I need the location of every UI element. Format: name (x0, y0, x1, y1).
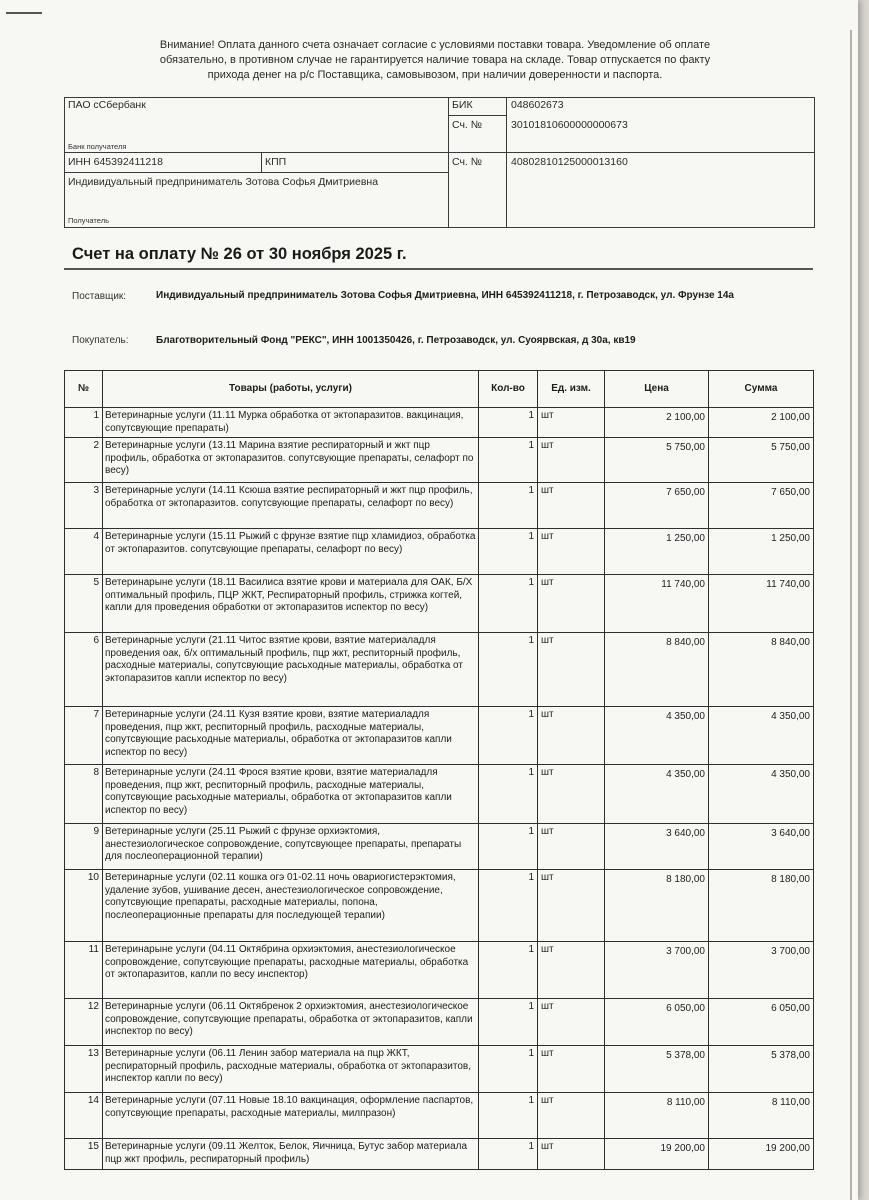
row-unit: шт (538, 575, 605, 633)
bik-label: БИК (452, 99, 473, 111)
row-num: 14 (65, 1093, 103, 1139)
invoice-title: Счет на оплату № 26 от 30 ноября 2025 г. (72, 245, 407, 263)
row-unit: шт (538, 1093, 605, 1139)
items-table (64, 370, 814, 1170)
row-unit: шт (538, 870, 605, 942)
table-row (65, 483, 814, 529)
row-sum: 4 350,00 (709, 765, 814, 824)
table-header-row (65, 371, 814, 408)
row-name: Ветеринарные услуги (07.11 Новые 18.10 вакцинация, оформление паспартов, сопутсвующие препараты, расходные материалы, милпразон) (103, 1093, 479, 1139)
row-qty: 1 (479, 999, 538, 1046)
row-name: Ветеринарные услуги (06.11 Ленин забор материала на пцр ЖКТ, респираторный профиль, расходные материалы, обработка от эктопаразитов, инспектор капли по весу) (103, 1046, 479, 1093)
row-price: 3 700,00 (605, 942, 709, 999)
row-price: 8 840,00 (605, 633, 709, 707)
bank-details-box (64, 97, 815, 228)
table-row (65, 707, 814, 765)
row-sum: 5 378,00 (709, 1046, 814, 1093)
row-qty: 1 (479, 408, 538, 438)
col-sum-header: Сумма (709, 371, 814, 408)
row-unit: шт (538, 633, 605, 707)
row-num: 3 (65, 483, 103, 529)
row-qty: 1 (479, 765, 538, 824)
row-name: Ветеринарные услуги (25.11 Рыжий с фрунзе орхиэктомия, анестезиологическое сопровождение, сопутсвующее препараты, препараты для послеоперационной терапии) (103, 824, 479, 870)
row-name: Ветеринарные услуги (21.11 Читос взятие крови, взятие материаладля проведения оак, б/х оптимальный профиль, пцр жкт, респиторный профиль, расходные материалы, сопутсвующие расьходные материалы, обработка от эктопаразитов капли испектор по весу) (103, 633, 479, 707)
row-num: 13 (65, 1046, 103, 1093)
row-name: Ветеринарные услуги (24.11 Кузя взятие крови, взятие материаладля проведения, пцр жкт, респиторный профиль, расходные материалы, сопутсвующие расьходные материалы, обработка от эктопаразитов капли испектор по весу) (103, 707, 479, 765)
row-price: 4 350,00 (605, 707, 709, 765)
row-qty: 1 (479, 575, 538, 633)
row-qty: 1 (479, 1093, 538, 1139)
col-name-header: Товары (работы, услуги) (103, 371, 479, 408)
row-sum: 1 250,00 (709, 529, 814, 575)
row-unit: шт (538, 438, 605, 483)
row-num: 9 (65, 824, 103, 870)
row-name: Ветеринарыне услуги (18.11 Василиса взятие крови и материала для ОАК, Б/Х оптимальный профиль, ПЦР ЖКТ, Респираторный профиль, стрижка когтей, капли для проведения обработки от эктопаразитов испектор по весу) (103, 575, 479, 633)
row-num: 1 (65, 408, 103, 438)
row-price: 1 250,00 (605, 529, 709, 575)
row-price: 19 200,00 (605, 1139, 709, 1170)
bank-caption: Банк получателя (68, 142, 127, 151)
row-qty: 1 (479, 633, 538, 707)
supplier-value: Индивидуальный предприниматель Зотова Софья Дмитриевна, ИНН 645392411218, г. Петрозаводск, ул. Фрунзе 14а (156, 290, 734, 301)
row-qty: 1 (479, 824, 538, 870)
row-name: Ветеринарные услуги (24.11 Фрося взятие крови, взятие материаладля проведения, пцр жкт, респиторный профиль, расходные материалы, сопутсвующие расьходные материалы, обработка от эктопаразитов капли испектор по весу) (103, 765, 479, 824)
row-qty: 1 (479, 707, 538, 765)
table-row (65, 1093, 814, 1139)
row-num: 2 (65, 438, 103, 483)
row-name: Ветеринарные услуги (15.11 Рыжий с фрунзе взятие пцр хламидиоз, обработка от эктопаразитов. сопутсвующие препараты, селафорт по весу) (103, 529, 479, 575)
row-num: 6 (65, 633, 103, 707)
table-row (65, 1046, 814, 1093)
row-num: 11 (65, 942, 103, 999)
row-qty: 1 (479, 870, 538, 942)
row-qty: 1 (479, 529, 538, 575)
table-row (65, 529, 814, 575)
notice-line: прихода денег на р/с Поставщика, самовывозом, при наличии доверенности и паспорта. (207, 69, 663, 81)
row-price: 5 750,00 (605, 438, 709, 483)
row-num: 15 (65, 1139, 103, 1170)
row-price: 5 378,00 (605, 1046, 709, 1093)
row-num: 8 (65, 765, 103, 824)
table-row (65, 824, 814, 870)
notice-line: Внимание! Оплата данного счета означает согласие с условиями поставки товара. Уведомление об оплате (159, 39, 711, 51)
row-name: Ветеринарыне услуги (04.11 Октябрина орхиэктомия, анестезиологическое сопровождение, сопутсвующие препараты, расходные материалы, обработка от эктопаразитов, капли по весу инспектор) (103, 942, 479, 999)
row-unit: шт (538, 408, 605, 438)
table-row (65, 438, 814, 483)
row-sum: 5 750,00 (709, 438, 814, 483)
row-price: 8 180,00 (605, 870, 709, 942)
table-row (65, 999, 814, 1046)
row-name: Ветеринарные услуги (13.11 Марина взятие респираторный и жкт пцр профиль, обработка от эктопаразитов. сопутсвующие препараты, селафорт по весу) (103, 438, 479, 483)
col-num-header: № (65, 371, 103, 408)
row-name: Ветеринарные услуги (02.11 кошка огэ 01-02.11 ночь овариогистерэктомия, удаление зубов, ушивание десен, анестезиологическое сопровождение, сопутсвующие препараты, расходные материалы, попона, послеоперационные препараты для последующей терапии) (103, 870, 479, 942)
row-name: Ветеринарные услуги (14.11 Ксюша взятие респираторный и жкт пцр профиль, обработка от эктопаразитов. сопутсвующие препараты, селафорт по весу) (103, 483, 479, 529)
row-num: 4 (65, 529, 103, 575)
row-sum: 4 350,00 (709, 707, 814, 765)
row-price: 11 740,00 (605, 575, 709, 633)
buyer-value: Благотворительный Фонд "РЕКС", ИНН 1001350426, г. Петрозаводск, ул. Суоярвская, д 30а, кв19 (156, 335, 636, 346)
row-unit: шт (538, 765, 605, 824)
account-label: Сч. № (452, 156, 483, 168)
row-sum: 8 840,00 (709, 633, 814, 707)
bik-value: 048602673 (511, 99, 564, 111)
table-row (65, 942, 814, 999)
row-price: 3 640,00 (605, 824, 709, 870)
row-price: 4 350,00 (605, 765, 709, 824)
bank-name: ПАО сСбербанк (68, 99, 146, 111)
row-sum: 19 200,00 (709, 1139, 814, 1170)
notice-line: обязательно, в противном случае не гарантируется наличие товара на складе. Товар отпускается по факту (159, 54, 711, 66)
table-row (65, 575, 814, 633)
row-sum: 6 050,00 (709, 999, 814, 1046)
inn: ИНН 645392411218 (68, 156, 163, 168)
row-sum: 8 110,00 (709, 1093, 814, 1139)
row-num: 5 (65, 575, 103, 633)
col-unit-header: Ед. изм. (538, 371, 605, 408)
corner-mark (6, 12, 42, 14)
row-qty: 1 (479, 1139, 538, 1170)
kpp-label: КПП (265, 156, 287, 168)
col-qty-header: Кол-во (479, 371, 538, 408)
row-sum: 8 180,00 (709, 870, 814, 942)
row-num: 12 (65, 999, 103, 1046)
row-sum: 3 640,00 (709, 824, 814, 870)
row-unit: шт (538, 529, 605, 575)
table-row (65, 408, 814, 438)
row-name: Ветеринарные услуги (09.11 Желток, Белок, Яичница, Бутус забор материала пцр жкт профиль, респираторный профиль) (103, 1139, 479, 1170)
recipient-caption: Получатель (68, 216, 109, 225)
title-divider (64, 268, 813, 270)
row-unit: шт (538, 1046, 605, 1093)
corr-account-label: Сч. № (452, 119, 483, 131)
row-price: 2 100,00 (605, 408, 709, 438)
row-sum: 11 740,00 (709, 575, 814, 633)
row-sum: 2 100,00 (709, 408, 814, 438)
row-unit: шт (538, 483, 605, 529)
recipient-name: Индивидуальный предприниматель Зотова Софья Дмитриевна (68, 176, 379, 188)
row-unit: шт (538, 999, 605, 1046)
row-sum: 7 650,00 (709, 483, 814, 529)
supplier-label: Поставщик: (72, 291, 127, 302)
account-value: 40802810125000013160 (511, 156, 628, 168)
row-unit: шт (538, 707, 605, 765)
row-price: 8 110,00 (605, 1093, 709, 1139)
col-price-header: Цена (605, 371, 709, 408)
table-row (65, 633, 814, 707)
row-num: 10 (65, 870, 103, 942)
row-qty: 1 (479, 483, 538, 529)
corr-account-value: 30101810600000000673 (511, 119, 628, 131)
table-row (65, 1139, 814, 1170)
row-sum: 3 700,00 (709, 942, 814, 999)
row-qty: 1 (479, 942, 538, 999)
row-unit: шт (538, 942, 605, 999)
row-qty: 1 (479, 438, 538, 483)
row-name: Ветеринарные услуги (11.11 Мурка обработка от эктопаразитов. вакцинация, сопутсвующие препараты) (103, 408, 479, 438)
row-num: 7 (65, 707, 103, 765)
row-unit: шт (538, 1139, 605, 1170)
row-price: 7 650,00 (605, 483, 709, 529)
table-row (65, 870, 814, 942)
row-unit: шт (538, 824, 605, 870)
buyer-label: Покупатель: (72, 335, 129, 346)
table-row (65, 765, 814, 824)
row-price: 6 050,00 (605, 999, 709, 1046)
row-name: Ветеринарные услуги (06.11 Октябренок 2 орхиэктомия, анестезиологическое сопровождение, сопутсвующие препараты, обработка от эктопаразитов, капли инспектор по весу) (103, 999, 479, 1046)
row-qty: 1 (479, 1046, 538, 1093)
payment-notice (90, 38, 780, 83)
paper-edge (850, 30, 852, 1200)
